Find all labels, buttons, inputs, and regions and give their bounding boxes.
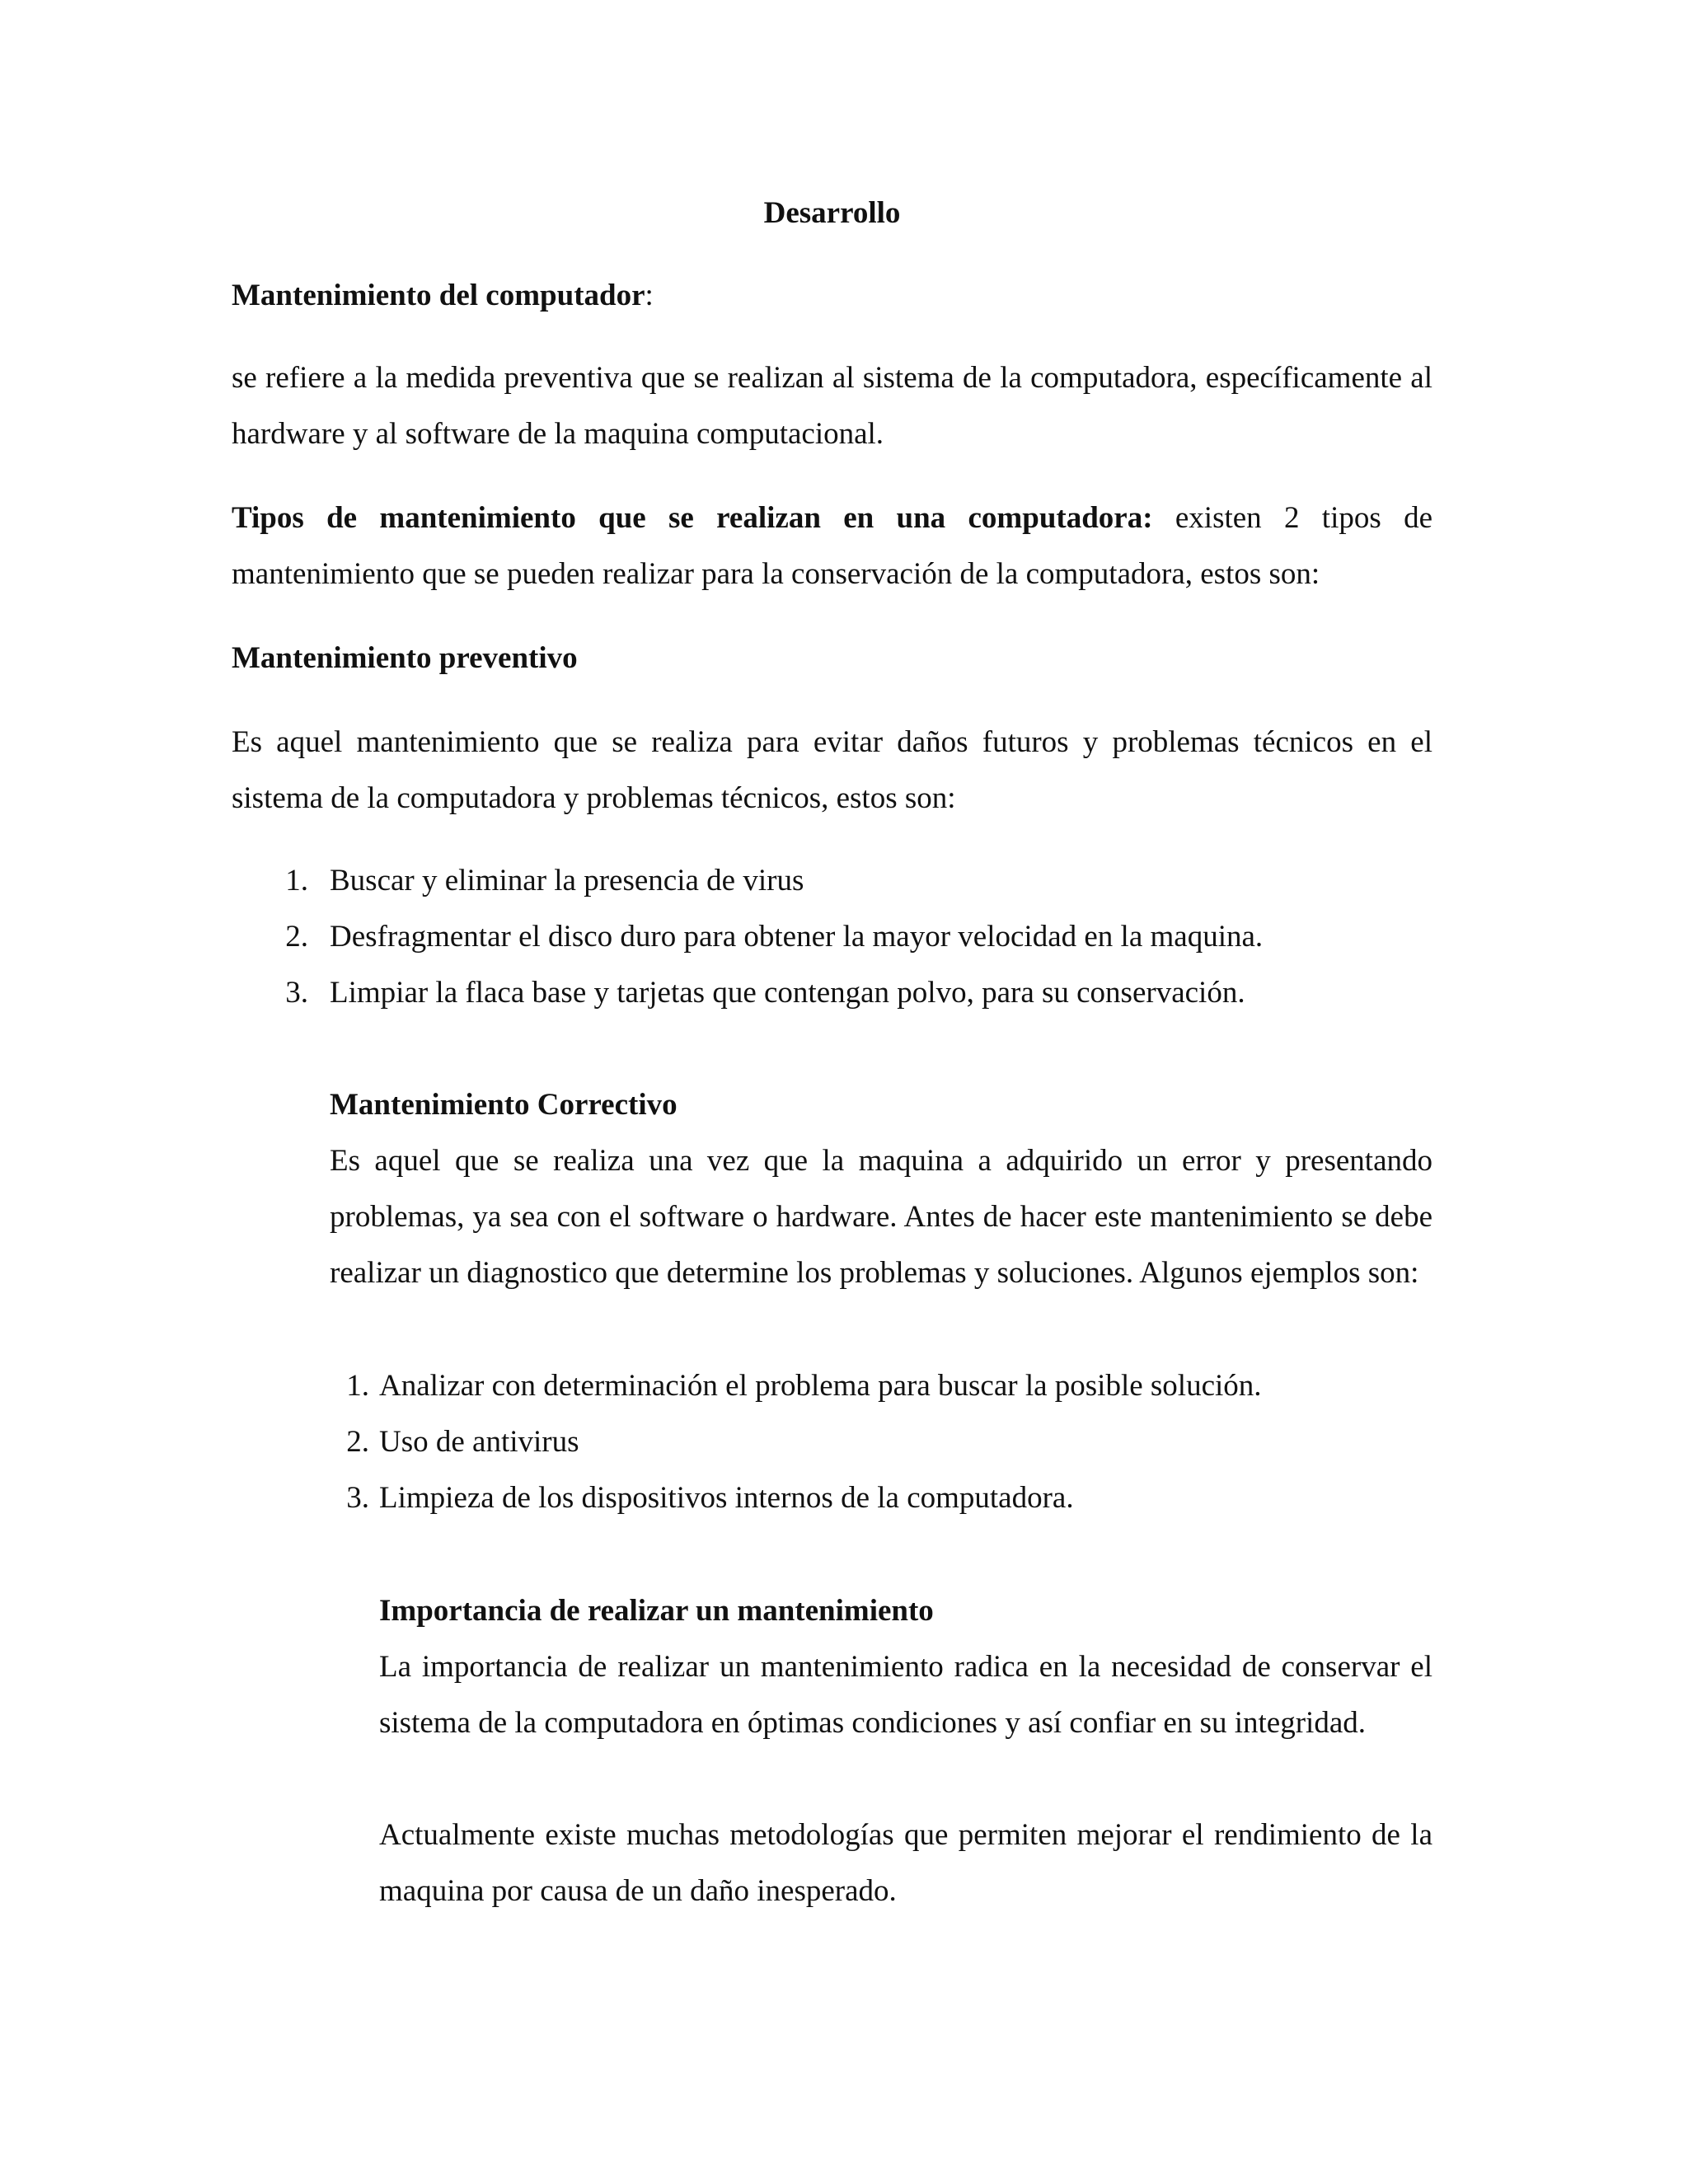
list-item xyxy=(232,853,1432,909)
list-number: 3. xyxy=(346,1481,369,1515)
preventivo-list xyxy=(232,853,1432,1021)
importancia-paragraph-2: Actualmente existe muchas metodologías que permiten mejorar el rendimiento de la maquina por causa de un daño inesperado. xyxy=(379,1818,1432,1908)
section-heading-mantenimiento xyxy=(232,268,1432,324)
list-item-text: Analizar con determinación el problema para buscar la posible solución. xyxy=(379,1369,1262,1403)
list-item-text: Desfragmentar el disco duro para obtener la mayor velocidad en la maquina. xyxy=(330,920,1264,954)
correctivo-paragraph: Es aquel que se realiza una vez que la maquina a adquirido un error y presentando problemas, ya sea con el software o hardware. Antes de hacer este mantenimiento se debe realizar un diagnostico que determine los problemas y soluciones. Algunos ejemplos son: xyxy=(330,1144,1432,1290)
list-number: 2. xyxy=(285,920,308,954)
list-number: 2. xyxy=(346,1425,369,1459)
types-text: existen 2 tipos de mantenimiento que se pueden realizar para la conservación de la computadora, estos son: xyxy=(232,501,1432,591)
preventivo-paragraph: Es aquel mantenimiento que se realiza para evitar daños futuros y problemas técnicos en el sistema de la computadora y problemas técnicos, estos son: xyxy=(232,725,1432,815)
list-item-text: Limpiar la flaca base y tarjetas que contengan polvo, para su conservación. xyxy=(330,976,1245,1010)
section-heading-colon: : xyxy=(645,279,654,312)
definition-paragraph: se refiere a la medida preventiva que se realizan al sistema de la computadora, específicamente al hardware y al software de la maquina computacional. xyxy=(232,361,1432,451)
correctivo-list xyxy=(330,1358,1432,1526)
list-item xyxy=(330,1470,1432,1526)
list-number: 1. xyxy=(346,1369,369,1403)
list-item-text: Buscar y eliminar la presencia de virus xyxy=(330,864,804,898)
importancia-paragraph: La importancia de realizar un mantenimiento radica en la necesidad de conservar el sistema de la computadora en óptimas condiciones y así confiar en su integridad. xyxy=(379,1650,1432,1740)
list-item xyxy=(330,1358,1432,1414)
correctivo-heading: Mantenimiento Correctivo xyxy=(330,1088,678,1122)
section-heading-text: Mantenimiento del computador xyxy=(232,279,645,312)
page-title: Desarrollo xyxy=(763,196,901,230)
list-item xyxy=(330,1414,1432,1470)
list-number: 3. xyxy=(285,976,308,1010)
list-item-text: Limpieza de los dispositivos internos de la computadora. xyxy=(379,1481,1074,1515)
types-paragraph xyxy=(232,490,1432,602)
preventivo-heading: Mantenimiento preventivo xyxy=(232,641,578,675)
list-number: 1. xyxy=(285,864,308,898)
importancia-heading: Importancia de realizar un mantenimiento xyxy=(379,1594,934,1628)
list-item xyxy=(232,909,1432,965)
list-item-text: Uso de antivirus xyxy=(379,1425,579,1459)
types-lead: Tipos de mantenimiento que se realizan en una computadora: xyxy=(232,501,1153,535)
list-item xyxy=(232,965,1432,1021)
